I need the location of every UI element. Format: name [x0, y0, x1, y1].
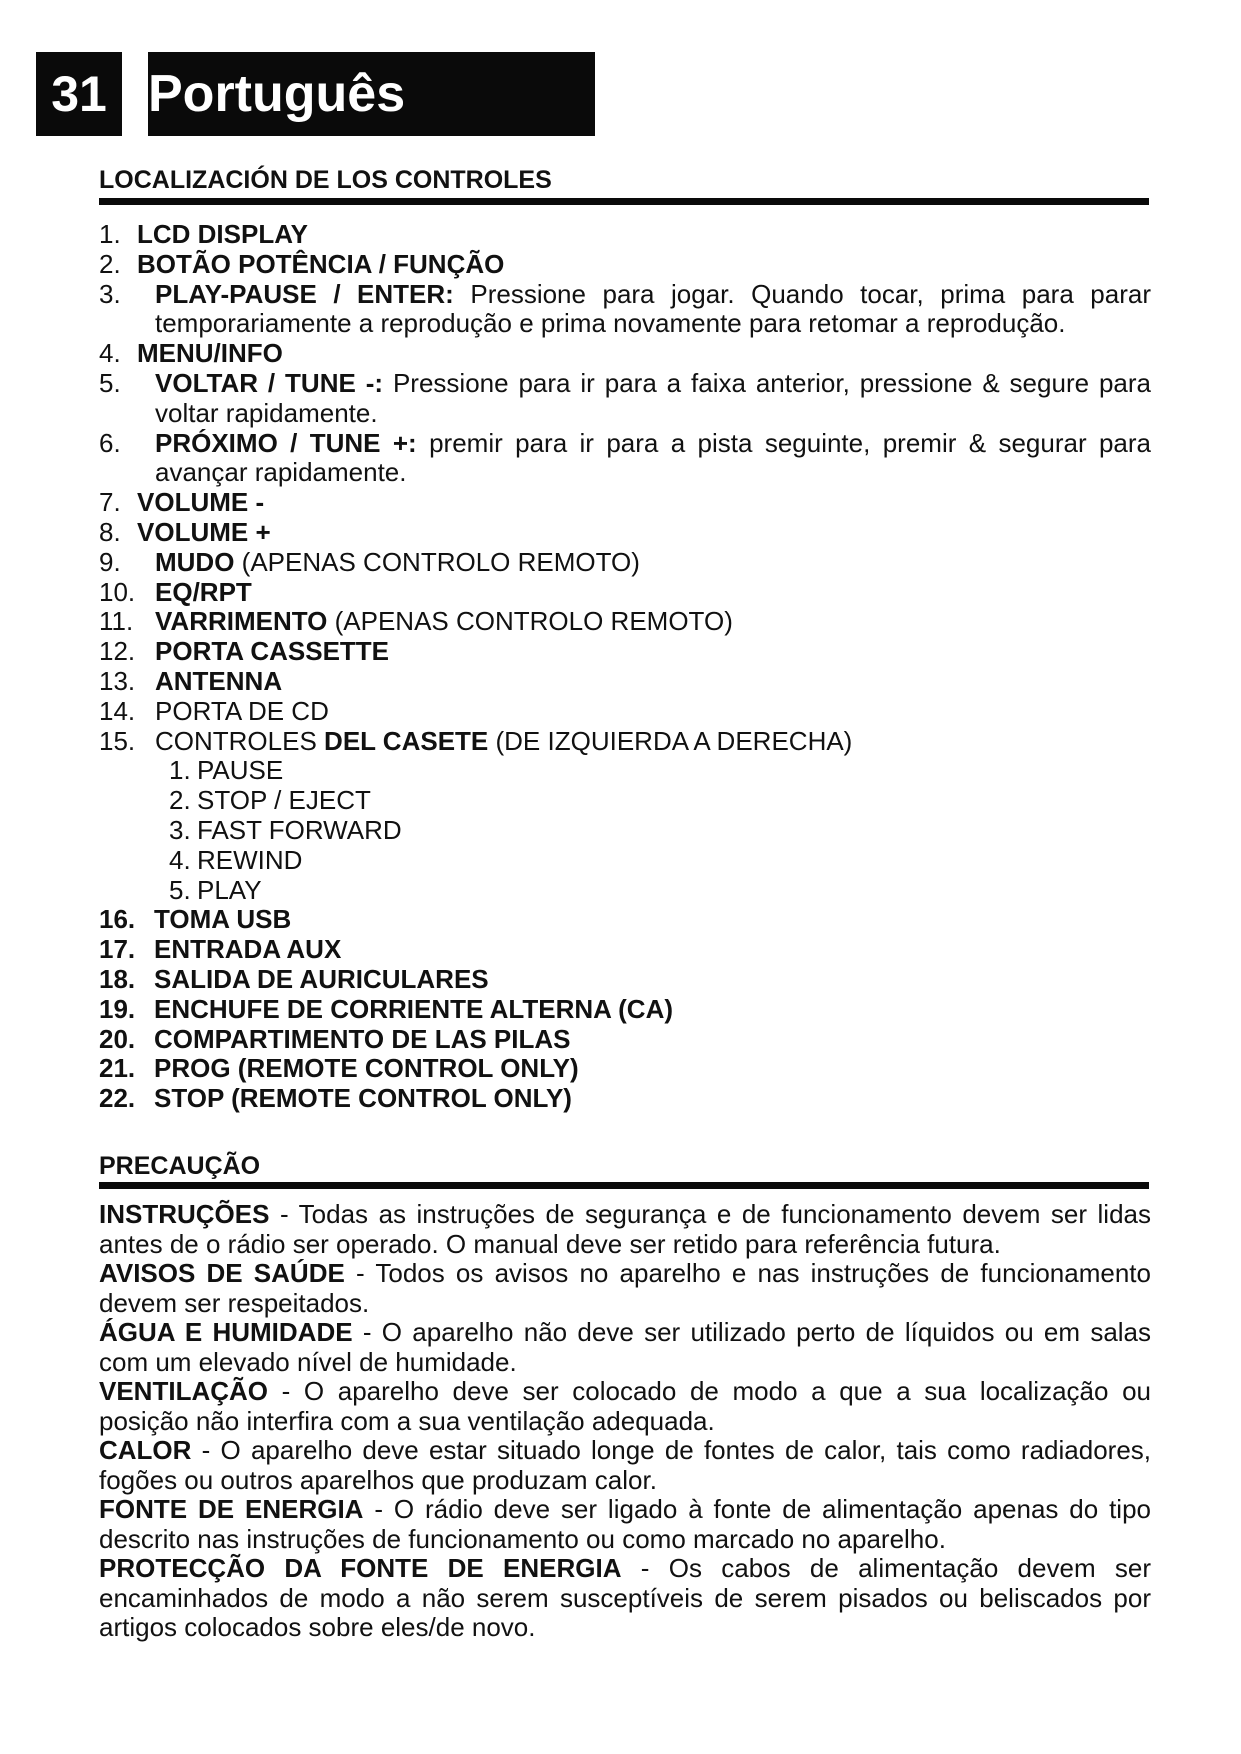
sub-item-label: PLAY: [197, 874, 262, 905]
item-label: ANTENNA: [155, 665, 283, 696]
control-item-22: [99, 1084, 1151, 1114]
item-label: EQ/RPT: [155, 576, 252, 607]
cassette-sub-item-4: [99, 846, 1151, 876]
item-description: premir para ir para a pista seguinte, premir & segurar para avançar rapidamente.: [155, 427, 1151, 488]
sub-item-label: FAST FORWARD: [197, 814, 402, 845]
item-number: 9.: [99, 546, 121, 577]
control-item-7: [99, 488, 1151, 518]
item-description: Pressione para ir para a faixa anterior, pressione & segure para voltar rapidamente.: [155, 367, 1151, 428]
item-number: 11.: [99, 606, 134, 637]
language-title: Português: [148, 52, 595, 136]
control-item-1: [99, 220, 1151, 250]
cassette-sub-item-5: [99, 876, 1151, 906]
item-number: 5.: [99, 367, 121, 398]
item-label: MENU/INFO: [137, 338, 283, 369]
item-number: 1.: [99, 219, 121, 249]
control-item-9: [99, 548, 1151, 578]
control-item-2: [99, 250, 1151, 280]
control-item-10: [99, 578, 1151, 608]
cassette-sub-item-3: [99, 816, 1151, 846]
control-item-16: [99, 905, 1151, 935]
item-number: 6.: [99, 427, 121, 458]
item-label: PRÓXIMO / TUNE +:: [155, 427, 417, 458]
item-prefix: CONTROLES: [155, 725, 317, 756]
item-number: 17.: [99, 934, 136, 965]
item-number: 16.: [99, 904, 136, 935]
precaution-label: FONTE DE ENERGIA: [99, 1494, 364, 1524]
item-number: 14.: [99, 695, 136, 726]
item-number: 12.: [99, 636, 136, 667]
precaution-item-avisos: [99, 1259, 1151, 1318]
control-item-11: [99, 607, 1151, 637]
sub-item-label: PAUSE: [197, 755, 284, 786]
item-label: COMPARTIMENTO DE LAS PILAS: [154, 1023, 571, 1054]
precaution-item-calor: [99, 1436, 1151, 1495]
precaution-text: - O aparelho deve ser colocado de modo a que a sua localização ou posição não interfira com a sua ventilação adequada.: [99, 1376, 1151, 1436]
item-label: VOLUME +: [137, 516, 271, 547]
cassette-sub-item-1: [99, 756, 1151, 786]
item-label: VOLUME -: [137, 487, 265, 518]
sub-item-number: 1.: [169, 755, 191, 786]
controls-heading: LOCALIZACIÓN DE LOS CONTROLES: [99, 166, 552, 194]
precaution-label: ÁGUA E HUMIDADE: [99, 1317, 353, 1347]
item-description: (APENAS CONTROLO REMOTO): [241, 546, 640, 577]
item-number: 20.: [99, 1023, 136, 1054]
item-number: 21.: [99, 1053, 136, 1084]
control-item-15: [99, 727, 1151, 757]
item-description: (APENAS CONTROLO REMOTO): [334, 606, 733, 637]
precaution-label: PROTECÇÃO DA FONTE DE ENERGIA: [99, 1553, 622, 1583]
precaution-heading: PRECAUÇÃO: [99, 1152, 261, 1180]
precaution-item-fonte: [99, 1495, 1151, 1554]
control-item-12: [99, 637, 1151, 667]
item-label: STOP (REMOTE CONTROL ONLY): [154, 1083, 572, 1114]
precaution-item-ventilacao: [99, 1377, 1151, 1436]
item-label: PROG (REMOTE CONTROL ONLY): [154, 1053, 579, 1084]
precaution-text: - O aparelho não deve ser utilizado perto de líquidos ou em salas com um elevado nível de humidade.: [99, 1317, 1152, 1377]
control-item-5: [99, 369, 1151, 429]
item-description: (DE IZQUIERDA A DERECHA): [495, 725, 853, 756]
item-number: 7.: [99, 487, 121, 518]
item-label: VARRIMENTO: [155, 606, 328, 637]
precaution-label: VENTILAÇÃO: [99, 1376, 268, 1406]
control-item-18: [99, 965, 1151, 995]
control-item-13: [99, 667, 1151, 697]
sub-item-number: 4.: [169, 844, 191, 875]
item-label: SALIDA DE AURICULARES: [154, 963, 489, 994]
item-number: 4.: [99, 338, 121, 369]
item-number: 18.: [99, 963, 136, 994]
precaution-item-instrucoes: [99, 1200, 1151, 1259]
control-item-8: [99, 518, 1151, 548]
sub-item-label: STOP / EJECT: [197, 785, 371, 816]
item-number: 3.: [99, 278, 121, 309]
control-item-3: [99, 280, 1151, 340]
item-number: 22.: [99, 1083, 136, 1114]
item-label: LCD DISPLAY: [137, 219, 308, 249]
precaution-item-proteccao: [99, 1554, 1151, 1643]
control-item-19: [99, 995, 1151, 1025]
item-description: PORTA DE CD: [155, 695, 329, 726]
sub-item-number: 2.: [169, 785, 191, 816]
control-item-21: [99, 1054, 1151, 1084]
precaution-text: - Todas as instruções de segurança e de funcionamento devem ser lidas antes de o rádio ser operado. O manual deve ser retido para referência futura.: [99, 1199, 1151, 1259]
precaution-text: - O rádio deve ser ligado à fonte de alimentação apenas do tipo descrito nas instruções de funcionamento ou como marcado no aparelho.: [99, 1494, 1152, 1554]
item-label: PLAY-PAUSE / ENTER:: [155, 278, 454, 309]
item-number: 2.: [99, 248, 121, 279]
page-number: 31: [36, 52, 122, 136]
controls-divider: [99, 198, 1149, 205]
control-item-6: [99, 429, 1151, 489]
control-item-4: [99, 339, 1151, 369]
control-item-14: [99, 697, 1151, 727]
controls-list: [99, 220, 1151, 1114]
item-description: Pressione para jogar. Quando tocar, prima para parar temporariamente a reprodução e prima novamente para retomar a reprodução.: [155, 278, 1152, 339]
item-label: TOMA USB: [154, 904, 292, 935]
precaution-item-agua: [99, 1318, 1151, 1377]
precaution-label: CALOR: [99, 1435, 192, 1465]
item-label: BOTÃO POTÊNCIA / FUNÇÃO: [137, 248, 505, 279]
sub-item-number: 3.: [169, 814, 191, 845]
item-label: MUDO: [155, 546, 235, 577]
sub-item-number: 5.: [169, 874, 191, 905]
item-number: 8.: [99, 516, 121, 547]
control-item-17: [99, 935, 1151, 965]
item-label: VOLTAR / TUNE -:: [155, 367, 384, 398]
precaution-text: - Os cabos de alimentação devem ser encaminhados de modo a não serem susceptíveis de serem pisados ou beliscados por artigos colocados sobre eles/de novo.: [99, 1553, 1151, 1642]
item-label: ENCHUFE DE CORRIENTE ALTERNA (CA): [154, 993, 674, 1024]
cassette-sub-item-2: [99, 786, 1151, 816]
item-label: PORTA CASSETTE: [155, 636, 390, 667]
sub-item-label: REWIND: [197, 844, 303, 875]
item-number: 13.: [99, 665, 136, 696]
precaution-label: INSTRUÇÕES: [99, 1199, 270, 1229]
control-item-20: [99, 1025, 1151, 1055]
precaution-list: [99, 1200, 1151, 1643]
item-label: ENTRADA AUX: [154, 934, 342, 965]
item-label: DEL CASETE: [324, 725, 489, 756]
item-number: 19.: [99, 993, 136, 1024]
precaution-label: AVISOS DE SAÚDE: [99, 1258, 345, 1288]
precaution-text: - Todos os avisos no aparelho e nas instruções de funcionamento devem ser respeitados.: [99, 1258, 1151, 1318]
precaution-divider: [99, 1182, 1149, 1189]
item-number: 10.: [99, 576, 136, 607]
precaution-text: - O aparelho deve estar situado longe de fontes de calor, tais como radiadores, fogões ou outros aparelhos que produzam calor.: [99, 1435, 1151, 1495]
item-number: 15.: [99, 725, 136, 756]
